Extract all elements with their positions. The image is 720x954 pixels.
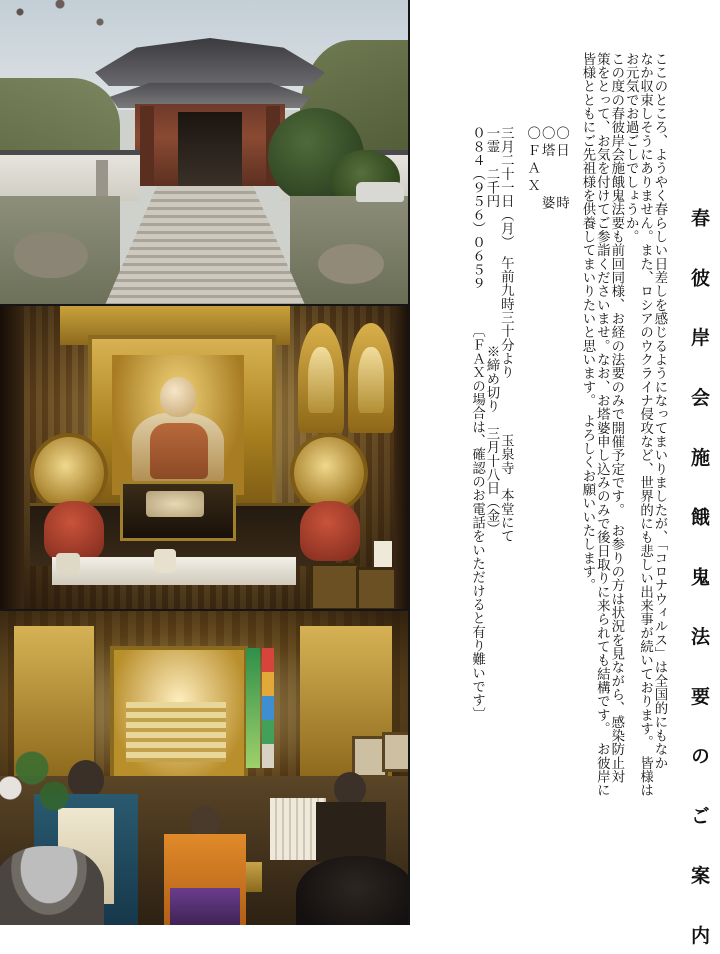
gate-doorway — [178, 112, 242, 186]
guardian-figure-right — [300, 501, 360, 561]
info-label-fax: 〇ＦＡＸ — [525, 126, 541, 196]
green-banner — [246, 648, 260, 768]
info-value-fax: ０８４（９５６）０６５９ 〔ＦＡＸの場合は、確認のお電話をいただけると有り難いです〕 — [470, 126, 486, 721]
body-line-3: お元気でお過ごしでしょうか。 — [624, 52, 640, 244]
stone-stairway — [105, 186, 305, 305]
offering-cup-center — [154, 549, 176, 573]
body-line-6: 皆様とともにご先祖様を供養してまいりたいと思います。 よろしくお願いいたします。 — [580, 52, 596, 593]
page-title: 春 彼 岸 会 施 餓 鬼 法 要 の ご 案 内 — [688, 208, 709, 954]
dark-pillar-right — [394, 305, 410, 610]
info-label-toba: 〇塔 婆 — [540, 126, 556, 214]
white-wall-left — [0, 150, 140, 201]
flower-arrangement — [0, 738, 78, 824]
rock-right — [318, 244, 384, 284]
guardian-figure-left — [44, 501, 104, 561]
photo-priests-ceremony — [0, 610, 410, 925]
attendee-foreground-right — [296, 856, 410, 925]
standing-statue-left — [308, 347, 334, 413]
photo-divider-top — [0, 304, 410, 306]
info-value-date: 三月二十一日（月） 午前九時三十分より 玉泉寺 本堂にて — [499, 126, 515, 544]
seated-statue-head — [160, 377, 196, 417]
body-line-1: ここのところ、ようやく春らしい日差しを感じるようになってまいりましたが、「コロナウィルス」は全国的にもなか — [653, 52, 668, 770]
priest-b-purple-skirt — [170, 888, 240, 925]
shrine-steps — [126, 702, 226, 762]
rock-left — [14, 232, 88, 278]
stone-lantern — [96, 160, 108, 196]
body-line-4: この度の春彼岸会施餓鬼法要も前回同様、お経の法要のみで開催予定です。 お参りの方は状況を見ながら、感染防止対 — [609, 52, 625, 784]
standing-statue-right — [358, 347, 384, 413]
framed-picture-left — [310, 563, 360, 610]
photo-divider-bottom — [0, 609, 410, 611]
dark-pillar-left — [0, 305, 24, 610]
gate-pillar-left — [140, 106, 154, 186]
offering-cup-left — [56, 553, 80, 575]
photo-temple-gate-stairway — [0, 0, 410, 305]
attendant-figure — [316, 772, 386, 862]
attendee-foreground-left — [0, 846, 104, 925]
statue-robe — [150, 423, 208, 479]
body-line-5: 策をとって、お気を付けてご参詣くださいませ。なお、お塔婆申し込みのみで後日取りに来られても結構です。 お彼岸に — [595, 52, 611, 798]
photo-golden-altar-statue — [0, 305, 410, 610]
notice-text-panel — [412, 0, 720, 954]
attendant-head — [334, 772, 366, 806]
attendant-body — [316, 802, 386, 862]
five-color-banner — [262, 648, 274, 768]
priest-in-orange-robe — [160, 806, 250, 925]
wall-frame-right — [382, 732, 410, 772]
info-label-date: 〇日 時 — [554, 126, 570, 214]
parked-car — [356, 182, 404, 202]
info-value-toba: 一霊 二千円 ※締め切り 三月十八日（金） — [484, 126, 500, 537]
body-line-2: なか収束しそうにありません。また、ロシアのウクライナ侵攻など、世界的にも悲しい出来事が続いております。 皆様は — [638, 52, 654, 798]
memorial-tablet-face — [146, 491, 204, 517]
